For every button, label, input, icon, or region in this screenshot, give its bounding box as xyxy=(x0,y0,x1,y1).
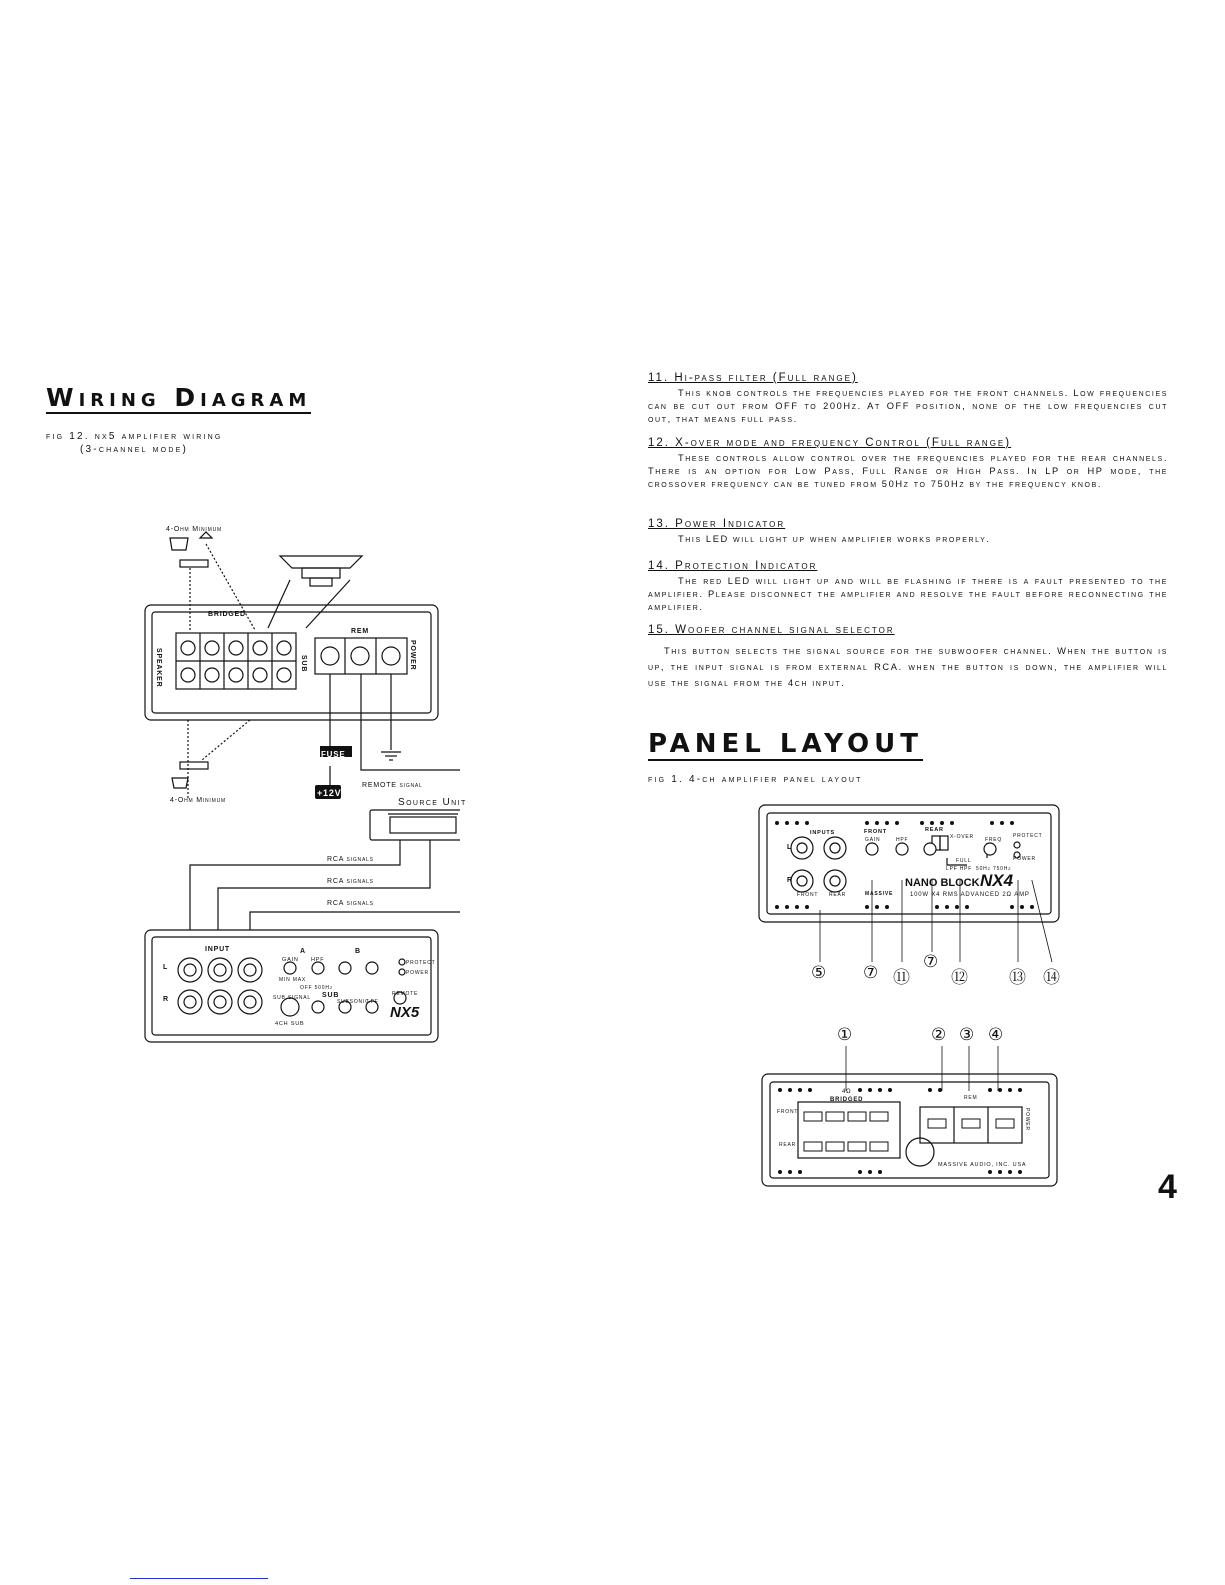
callout-11: ⑪ xyxy=(893,968,910,987)
amp2-a-label: A xyxy=(300,948,306,955)
amp2-l-label: L xyxy=(163,964,169,971)
bridged-label: BRIDGED xyxy=(208,611,246,618)
section-13-heading: 13. Power Indicator xyxy=(648,518,786,530)
panel1-xover-label: X-OVER xyxy=(950,834,974,840)
wiring-diagram-title: Wiring Diagram xyxy=(46,383,312,412)
callout-7a: ⑦ xyxy=(863,963,879,982)
panel-layout-title: PANEL LAYOUT xyxy=(648,729,923,759)
amp2-hpf-a-label: HPF xyxy=(311,957,325,963)
section-11-heading: 11. Hi-pass filter (Full range) xyxy=(648,372,858,384)
callout-4: ④ xyxy=(988,1025,1004,1044)
amp2-lpf-label: LPF xyxy=(367,999,379,1005)
section-12-heading: 12. X-over mode and frequency Control (Full range) xyxy=(648,437,1012,449)
amp2-sub-signal-label: SUB SIGNAL xyxy=(273,995,312,1001)
amp2-subsonic-label: SUBSONIC xyxy=(337,999,370,1005)
panel1-hz-label: 50Hz 750Hz xyxy=(976,866,1012,872)
fig12-caption-line2: (3-channel mode) xyxy=(80,444,188,455)
panel1-rear-label: REAR xyxy=(925,827,944,833)
amp2-brand-logo: NX5 xyxy=(390,1004,420,1021)
callout-1: ① xyxy=(837,1025,853,1044)
panel1-front-jack-label: FRONT xyxy=(797,892,819,898)
callout-14: ⑭ xyxy=(1043,968,1060,987)
section-15-heading: 15. Woofer channel signal selector xyxy=(648,624,895,636)
panel1-gain-label: GAIN xyxy=(865,837,881,843)
panel1-r-label: R xyxy=(787,877,793,884)
callout-3: ③ xyxy=(959,1025,975,1044)
amp2-sub-label: SUB xyxy=(322,992,340,999)
panel2-bridged-label: BRIDGED xyxy=(830,1097,864,1103)
section-14-body: The red LED will light up and will be flashing if there is a fault presented to the amplifier. Please disconnect the amplifier and resolve the fault before reconnecting the amplifier. xyxy=(648,576,1168,612)
fuse-label: FUSE xyxy=(321,750,346,759)
section-11-body: This knob controls the frequencies played for the front channels. Low frequencies can be cut out from OFF to 200Hz. At OFF position, none of the low frequencies cut out, that means full pass. xyxy=(648,388,1168,424)
battery-label: +12V xyxy=(317,788,342,798)
amp2-input-label: INPUT xyxy=(205,946,230,953)
panel2-ohm-label: 4Ω xyxy=(842,1089,852,1095)
amp2-minmax-label: MIN MAX xyxy=(279,977,306,983)
amp2-remote-label: REMOTE xyxy=(392,991,419,997)
fig1-caption: fig 1. 4-ch amplifier panel layout xyxy=(648,774,863,785)
remote-signal-label: REMOTE signal xyxy=(362,782,423,789)
power-label: POWER xyxy=(409,640,416,671)
amp2-b-label: B xyxy=(355,948,361,955)
amp2-4ch-sub-label: 4CH SUB xyxy=(275,1021,305,1027)
callout-2: ② xyxy=(931,1025,947,1044)
amp2-gain-a-label: GAIN xyxy=(282,957,299,963)
source-unit-label: Source Unit xyxy=(398,797,467,808)
callout-5: ⑤ xyxy=(811,963,827,982)
panel1-rear-jack-label: REAR xyxy=(829,892,847,898)
panel2-front-label: FRONT xyxy=(777,1109,799,1115)
amp2-off500-label: OFF 500Hz xyxy=(300,985,333,991)
amp2-power-label: POWER xyxy=(406,970,429,976)
footer-link-underline xyxy=(130,1578,268,1579)
top-min-label: 4-Ohm Minimum xyxy=(166,526,222,533)
panel1-massive-label: MASSIVE xyxy=(865,891,894,897)
fig12-caption-line1: fig 12. nx5 amplifier wiring xyxy=(46,431,223,442)
panel1-spec-label: 100W X4 RMS ADVANCED 2Ω AMP xyxy=(910,892,1030,898)
panel1-protect-label: PROTECT xyxy=(1013,833,1043,839)
panel2-rear-label: REAR xyxy=(779,1142,797,1148)
panel1-hpf-label: HPF xyxy=(896,837,909,843)
panel1-full-label: FULL xyxy=(956,858,972,864)
callout-7b: ⑦ xyxy=(923,952,939,971)
bottom-min-label: 4-Ohm Minimum xyxy=(170,797,226,804)
sub-label: SUB xyxy=(300,655,307,673)
section-13-body: This LED will light up when amplifier works properly. xyxy=(678,534,991,544)
panel1-front-label: FRONT xyxy=(864,829,887,835)
speaker-label: SPEAKER xyxy=(155,648,162,688)
panel1-lpf-hpf-label: LPF HPF xyxy=(946,866,973,872)
panel1-power-label: POWER xyxy=(1013,856,1036,862)
panel2-power-label: POWER xyxy=(1024,1108,1030,1131)
panel1-model-logo: NX4 xyxy=(980,871,1014,890)
panel2-rem-label: REM xyxy=(964,1095,978,1101)
panel1-freq-label: FREQ xyxy=(985,837,1003,843)
amp2-protect-label: PROTECT xyxy=(406,960,436,966)
rca-label-2: RCA signals xyxy=(327,878,374,885)
section-15-body: This button selects the signal source for the subwoofer channel. When the button is up, the input signal is from external RCA. when the button is down, the amplifier will use the signal from the 4ch input. xyxy=(648,646,1168,688)
callout-12: ⑫ xyxy=(951,968,968,987)
rca-label-1: RCA signals xyxy=(327,856,374,863)
page-number: 4 xyxy=(1158,1168,1177,1206)
rem-label: REM xyxy=(351,628,369,635)
panel2-maker-label: MASSIVE AUDIO, INC. USA xyxy=(938,1162,1027,1168)
amp2-r-label: R xyxy=(163,996,169,1003)
panel1-l-label: L xyxy=(787,844,793,851)
panel1-nano-block-label: NANO BLOCK xyxy=(905,877,980,889)
panel-layout-bottom-diagram xyxy=(760,1072,1060,1190)
panel1-inputs-label: INPUTS xyxy=(810,830,835,836)
section-14-heading: 14. Protection Indicator xyxy=(648,560,818,572)
section-12-body: These controls allow control over the frequencies played for the rear channels. There is an option for Low Pass, Full Range or High Pass. In LP or HP mode, the crossover frequency can be tuned from 50Hz to 750Hz by the frequency knob. xyxy=(648,453,1168,489)
callout-13: ⑬ xyxy=(1009,968,1026,987)
rca-label-3: RCA signals xyxy=(327,900,374,907)
